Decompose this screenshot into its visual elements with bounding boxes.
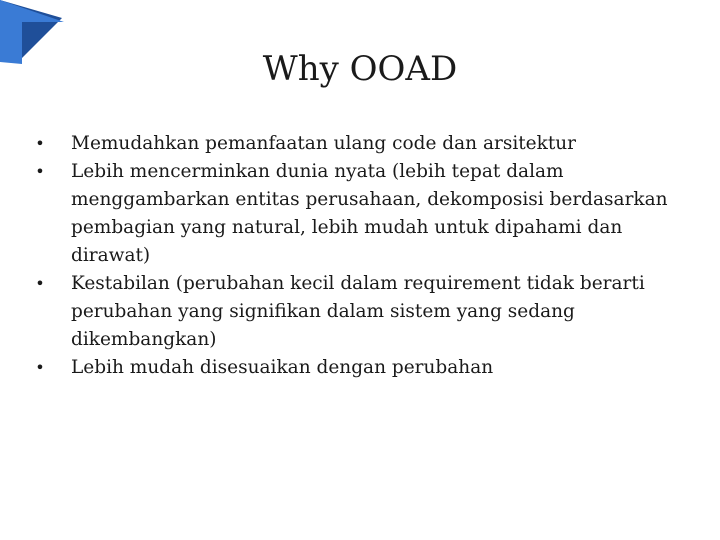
bullet-text: Kestabilan (perubahan kecil dalam requirement tidak berarti perubahan yang signifikan dalam sistem yang sedang dikembangkan) xyxy=(71,273,645,350)
bullet-text: Lebih mencerminkan dunia nyata (lebih tepat dalam menggambarkan entitas perusahaan, dekomposisi berdasarkan pembagian yang natural, lebih mudah untuk dipahami dan dirawat) xyxy=(71,161,668,266)
bullet-item xyxy=(30,158,690,270)
slide-title-text: Why OOAD xyxy=(262,49,458,89)
bullet-item xyxy=(30,354,690,382)
bullet-text: Lebih mudah disesuaikan dengan perubahan xyxy=(71,357,494,378)
bullet-icon: • xyxy=(35,134,45,153)
bullet-list xyxy=(30,130,690,382)
bullet-icon: • xyxy=(35,274,45,293)
bullet-text: Memudahkan pemanfaatan ulang code dan arsitektur xyxy=(71,133,577,154)
slide-title xyxy=(0,46,720,92)
bullet-icon: • xyxy=(35,358,45,377)
bullet-icon: • xyxy=(35,162,45,181)
bullet-item xyxy=(30,130,690,158)
bullet-item xyxy=(30,270,690,354)
